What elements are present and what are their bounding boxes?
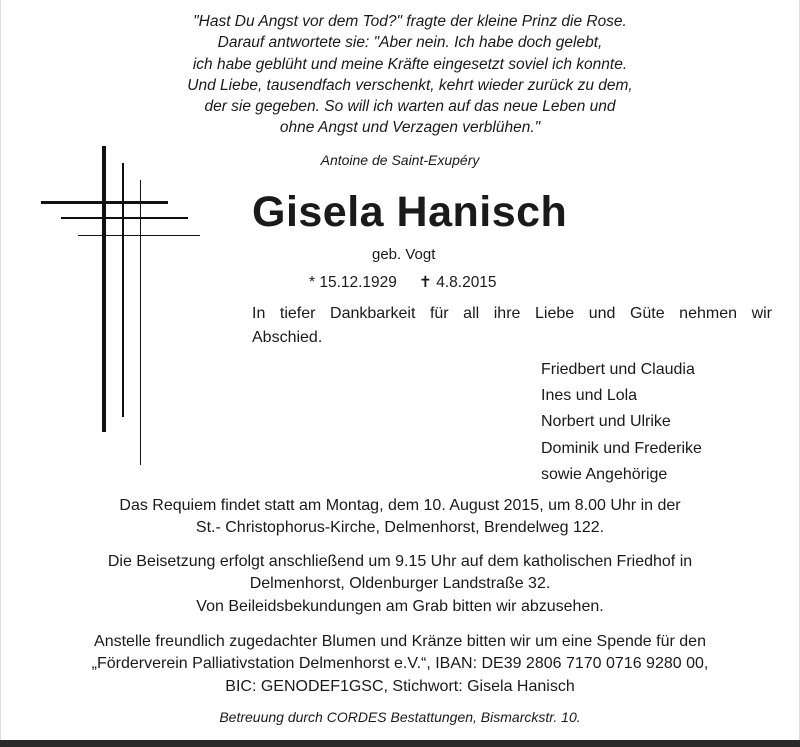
mourner-item: Norbert und Ulrike [541, 413, 671, 431]
cross-horizontal-main [41, 201, 168, 204]
quote-line: ich habe geblüht und meine Kräfte eingesetzt soviel ich konnte. [192, 55, 628, 73]
quote [80, 11, 740, 139]
donation-line: BIC: GENODEF1GSC, Stichwort: Gisela Hanisch [225, 677, 575, 695]
funeral-home-footer: Betreuung durch CORDES Bestattungen, Bismarckstr. 10. [219, 709, 581, 725]
requiem-paragraph [20, 495, 780, 540]
quote-line: Darauf antwortete sie: "Aber nein. Ich habe doch gelebt, [217, 34, 603, 52]
death-date: ✝ 4.8.2015 [418, 274, 497, 291]
mourner-item: Friedbert und Claudia [541, 361, 695, 378]
quote-line: Und Liebe, tausendfach verschenkt, kehrt wieder zurück zu dem, [187, 76, 633, 94]
cross-vertical-thin [140, 180, 141, 465]
cross-vertical-main [102, 146, 106, 432]
burial-line: Von Beileidsbekundungen am Grab bitten wir abzusehen. [196, 597, 604, 615]
burial-line: Delmenhorst, Oldenburger Landstraße 32. [249, 575, 551, 593]
quote-line: "Hast Du Angst vor dem Tod?" fragte der kleine Prinz die Rose. [193, 13, 627, 30]
burial-paragraph [20, 551, 780, 618]
requiem-line: Das Requiem findet statt am Montag, dem 10. August 2015, um 8.00 Uhr in der [119, 497, 681, 514]
gratitude-line: Abschied. [252, 329, 323, 346]
burial-line: Die Beisetzung erfolgt anschließend um 9.15 Uhr auf dem katholischen Friedhof in [107, 553, 693, 570]
maiden-name: geb. Vogt [372, 246, 436, 263]
mourners-list [541, 357, 702, 488]
gratitude-line: In tiefer Dankbarkeit für all ihre Liebe und Güte nehmen wir [252, 305, 772, 322]
donation-paragraph [20, 631, 780, 698]
life-dates [309, 273, 497, 292]
quote-line: ohne Angst und Verzagen verblühen." [279, 119, 541, 137]
cross-horizontal-mid [61, 217, 188, 219]
requiem-line: St.- Christophorus-Kirche, Delmenhorst, Brendelweg 122. [195, 519, 605, 537]
mourner-item: Ines und Lola [541, 387, 638, 405]
quote-author: Antoine de Saint-Exupéry [320, 152, 480, 168]
donation-line: „Förderverein Palliativstation Delmenhorst e.V.“, IBAN: DE39 2806 7170 0716 9280 00, [91, 655, 709, 673]
gratitude-text [252, 302, 772, 350]
mourner-item: sowie Angehörige [541, 465, 668, 483]
birth-date: * 15.12.1929 [309, 274, 397, 291]
donation-line: Anstelle freundlich zugedachter Blumen und Kränze bitten wir um eine Spende für den [94, 633, 706, 650]
mourner-item: Dominik und Frederike [541, 439, 702, 457]
bottom-rule [0, 740, 800, 747]
quote-line: der sie gegeben. So will ich warten auf das neue Leben und [204, 98, 616, 116]
cross-horizontal-thin [78, 235, 200, 236]
deceased-name: Gisela Hanisch [252, 188, 568, 236]
